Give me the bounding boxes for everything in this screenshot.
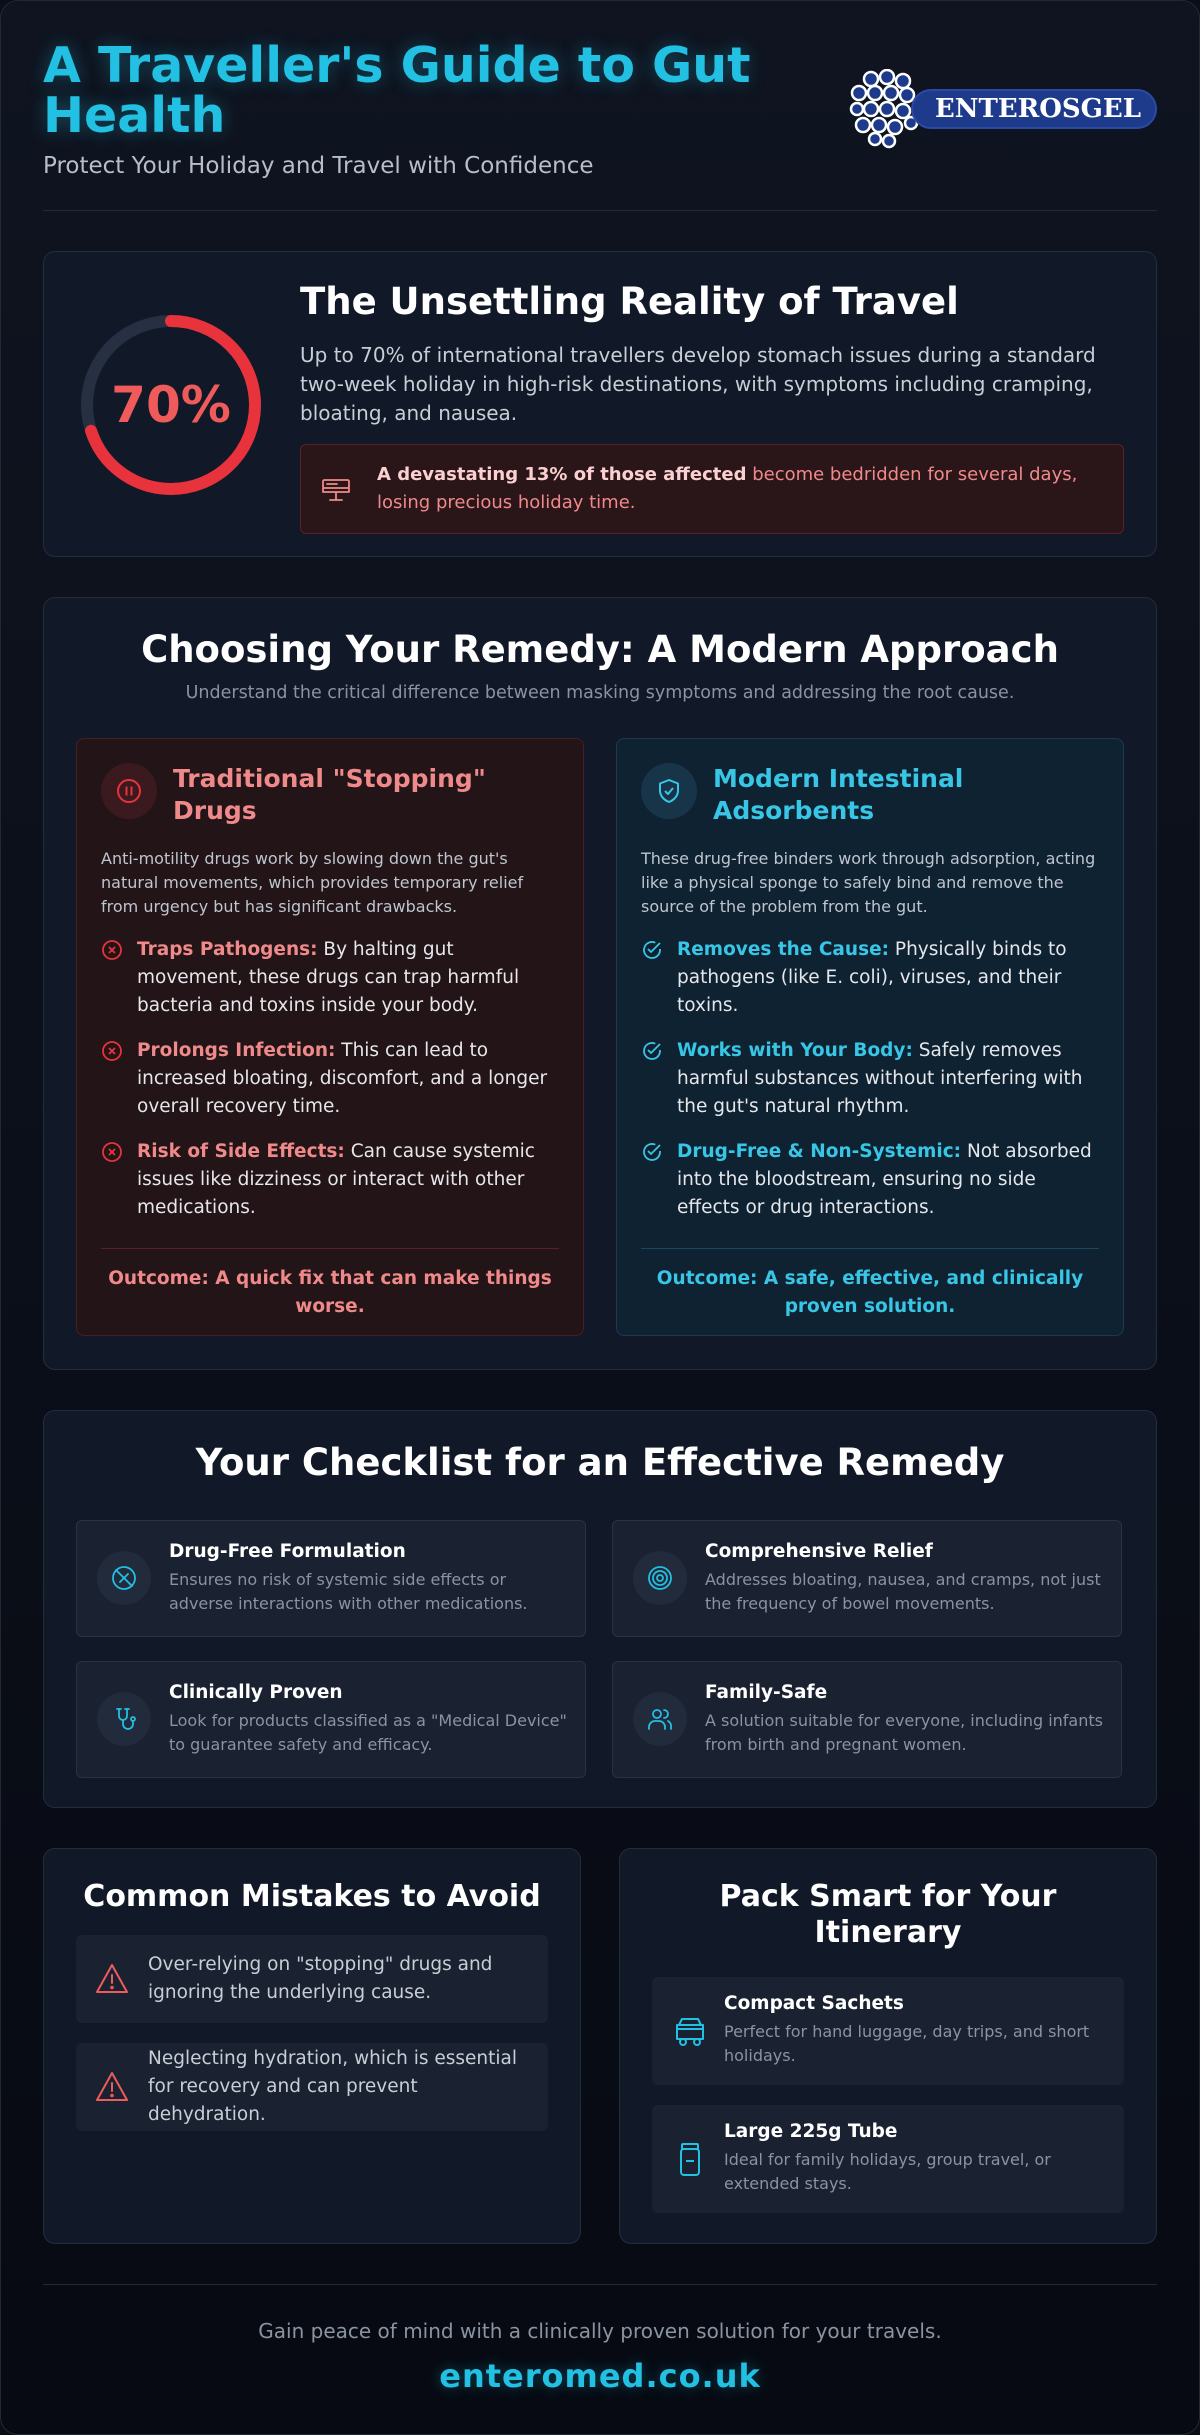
mistakes-title: Common Mistakes to Avoid xyxy=(83,1879,541,1914)
point-text: This can lead to increased bloating, discomfort, and a longer overall recovery time. xyxy=(137,1040,548,1117)
point-bold: Risk of Side Effects: xyxy=(137,1141,345,1162)
point-bold: Works with Your Body: xyxy=(677,1040,913,1061)
mistake-text: Over-relying on "stopping" drugs and ignoring the underlying cause. xyxy=(148,1954,493,2003)
stethoscope-icon xyxy=(97,1692,151,1746)
brand-logo xyxy=(849,69,1157,149)
point-bold: Prolongs Infection: xyxy=(137,1040,336,1061)
remedy-subtitle: Understand the critical difference between masking symptoms and addressing the root cause. xyxy=(185,683,1015,703)
modern-intro: These drug-free binders work through adsorption, acting like a physical sponge to safely bind and remove the source of the problem from the gut. xyxy=(641,849,1096,916)
pack-smart-card xyxy=(619,1848,1157,2244)
footer-text: Gain peace of mind with a clinically proven solution for your travels. xyxy=(258,2319,942,2343)
mistake-item xyxy=(76,1935,548,2023)
check-circle-icon xyxy=(641,1141,663,1163)
point-text: Safely removes harmful substances without interfering with the gut's natural rhythm. xyxy=(677,1040,1083,1117)
modern-outcome: Outcome: A safe, effective, and clinically proven solution. xyxy=(641,1248,1099,1321)
modern-header xyxy=(641,763,1099,827)
pack-item-desc: Perfect for hand luggage, day trips, and short holidays. xyxy=(724,2022,1090,2065)
pack-item-title: Compact Sachets xyxy=(724,1993,904,2014)
alert-rest: become bedridden for several days, losing precious holiday time. xyxy=(377,464,1078,513)
checklist-item-title: Family-Safe xyxy=(705,1682,828,1703)
check-circle-icon xyxy=(641,939,663,961)
x-circle-icon xyxy=(101,1141,123,1163)
modern-adsorbents-column xyxy=(616,738,1124,1336)
page-title: A Traveller's Guide to Gut Health xyxy=(43,37,751,144)
checklist-item-title: Comprehensive Relief xyxy=(705,1541,933,1562)
header-text xyxy=(43,37,803,179)
percent-ring xyxy=(78,312,264,498)
reality-title: The Unsettling Reality of Travel xyxy=(300,280,959,323)
modern-point xyxy=(641,1037,1099,1121)
mistakes-card xyxy=(43,1848,581,2244)
warning-icon xyxy=(92,2067,132,2107)
pause-icon xyxy=(101,763,157,819)
website-link[interactable]: enteromed.co.uk xyxy=(439,2357,761,2395)
warning-icon xyxy=(92,1959,132,1999)
traditional-title: Traditional "Stopping" Drugs xyxy=(173,764,486,825)
brand-logo-text: ENTEROSGEL xyxy=(911,89,1157,129)
percent-label: 70% xyxy=(111,376,231,434)
check-circle-icon xyxy=(641,1040,663,1062)
checklist-item xyxy=(612,1520,1122,1637)
jar-icon xyxy=(670,2139,710,2179)
x-circle-icon xyxy=(101,1040,123,1062)
modern-point xyxy=(641,1138,1099,1222)
checklist-item-desc: Addresses bloating, nausea, and cramps, not just the frequency of bowel movements. xyxy=(705,1570,1101,1613)
travel-reality-card xyxy=(43,251,1157,557)
bedridden-alert xyxy=(300,444,1124,534)
car-icon xyxy=(670,2011,710,2051)
traditional-point xyxy=(101,1037,559,1121)
checklist-item-desc: A solution suitable for everyone, including infants from birth and pregnant women. xyxy=(705,1711,1103,1754)
point-bold: Traps Pathogens: xyxy=(137,939,318,960)
x-circle-icon xyxy=(101,939,123,961)
mistake-text: Neglecting hydration, which is essential for recovery and can prevent dehydration. xyxy=(148,2048,518,2125)
point-bold: Removes the Cause: xyxy=(677,939,890,960)
reality-text: Up to 70% of international travellers develop stomach issues during a standard two-week holiday in high-risk destinations, with symptoms including cramping, bloating, and nausea. xyxy=(300,343,1096,425)
traditional-outcome: Outcome: A quick fix that can make things worse. xyxy=(101,1248,559,1321)
family-icon xyxy=(633,1692,687,1746)
no-pill-icon xyxy=(97,1551,151,1605)
reality-body xyxy=(300,280,1124,526)
pack-item xyxy=(652,2105,1124,2213)
point-bold: Drug-Free & Non-Systemic: xyxy=(677,1141,962,1162)
checklist-title: Your Checklist for an Effective Remedy xyxy=(195,1441,1005,1484)
pack-title: Pack Smart for Your Itinerary xyxy=(719,1879,1057,1950)
checklist-grid xyxy=(76,1520,1124,1778)
checklist-item xyxy=(76,1520,586,1637)
checklist-item-title: Clinically Proven xyxy=(169,1682,343,1703)
header xyxy=(43,37,1157,211)
shield-check-icon xyxy=(641,763,697,819)
checklist-item-desc: Look for products classified as a "Medical Device" to guarantee safety and efficacy. xyxy=(169,1711,567,1754)
pack-item-desc: Ideal for family holidays, group travel, or extended stays. xyxy=(724,2150,1051,2193)
point-text: Can cause systemic issues like dizziness or interact with other medications. xyxy=(137,1141,535,1218)
traditional-drugs-column xyxy=(76,738,584,1336)
page-subtitle: Protect Your Holiday and Travel with Confidence xyxy=(43,153,594,179)
modern-title: Modern Intestinal Adsorbents xyxy=(713,764,964,825)
checklist-item-desc: Ensures no risk of systemic side effects or adverse interactions with other medications. xyxy=(169,1570,528,1613)
remedy-columns xyxy=(76,738,1124,1336)
traditional-point xyxy=(101,936,559,1020)
pack-item xyxy=(652,1977,1124,2085)
footer xyxy=(43,2284,1157,2395)
checklist-item xyxy=(612,1661,1122,1778)
traditional-header xyxy=(101,763,559,827)
remedy-comparison-card xyxy=(43,597,1157,1370)
checklist-item-title: Drug-Free Formulation xyxy=(169,1541,406,1562)
bed-icon xyxy=(319,472,353,506)
traditional-point xyxy=(101,1138,559,1222)
mistake-item xyxy=(76,2043,548,2131)
modern-point xyxy=(641,936,1099,1020)
point-text: Not absorbed into the bloodstream, ensuring no side effects or drug interactions. xyxy=(677,1141,1092,1218)
checklist-card xyxy=(43,1410,1157,1808)
remedy-title: Choosing Your Remedy: A Modern Approach xyxy=(141,628,1059,671)
checklist-item xyxy=(76,1661,586,1778)
pack-item-title: Large 225g Tube xyxy=(724,2121,898,2142)
alert-bold: A devastating 13% of those affected xyxy=(377,464,747,485)
bottom-row xyxy=(43,1848,1157,2244)
point-text: By halting gut movement, these drugs can trap harmful bacteria and toxins inside your body. xyxy=(137,939,520,1016)
alert-text xyxy=(377,461,1105,517)
target-icon xyxy=(633,1551,687,1605)
point-text: Physically binds to pathogens (like E. coli), viruses, and their toxins. xyxy=(677,939,1067,1016)
traditional-intro: Anti-motility drugs work by slowing down the gut's natural movements, which provides temporary relief from urgency but has significant drawbacks. xyxy=(101,849,524,916)
